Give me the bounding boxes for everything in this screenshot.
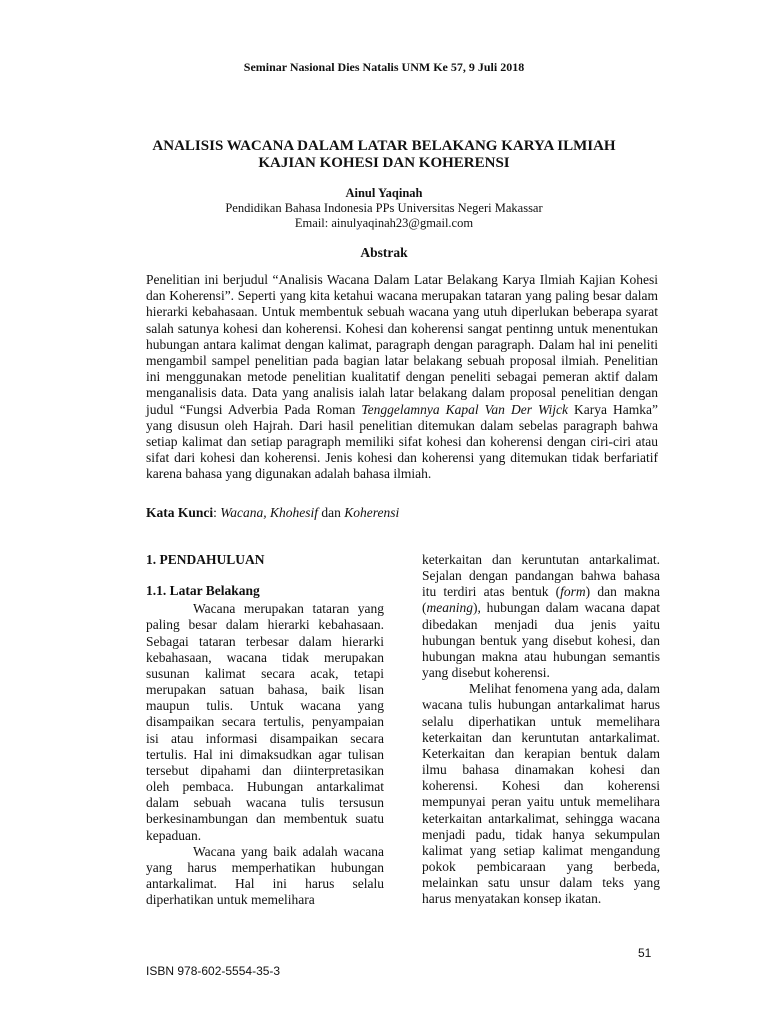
abstract-heading: Abstrak	[360, 245, 408, 260]
author-block	[0, 186, 768, 231]
keywords-and: dan	[318, 505, 345, 520]
abstract-text-2: Karya Hamka” yang disusun oleh Hajrah. Dari hasil penelitian ditemukan dalam sebelas paragraph bahwa setiap kalimat dan setiap paragraph memiliki sifat kohesi dan koherensi dengan ciri-ciri atau sifat dari kohesi dan koherensi. Jenis kohesi dan koherensi yang ditemukan tidak berfariatif karena bahasa yang digunakan adalah bahasa ilmiah.	[146, 401, 658, 482]
keyword-2: Koherensi	[344, 505, 400, 520]
paragraph-2: Wacana yang baik adalah wacana yang harus memperhatikan hubungan antarkalimat. Hal ini harus selalu diperhatikan untuk memelihara	[146, 843, 384, 908]
paragraph-3	[422, 552, 660, 681]
abstract-body	[146, 272, 658, 483]
right-column	[422, 552, 660, 907]
keywords-sep: :	[213, 505, 221, 520]
section-heading: 1. PENDAHULUAN	[146, 552, 265, 567]
left-column	[146, 552, 384, 908]
p3-text-a: keterkaitan dan keruntutan antarkalimat. Sejalan dengan pandangan bahwa bahasa itu terdiri atas bentuk (	[422, 552, 660, 600]
isbn: ISBN 978-602-5554-35-3	[146, 964, 281, 978]
paper-title	[100, 138, 668, 172]
p3-text-c: ), hubungan dalam wacana dapat dibedakan menjadi dua jenis yaitu hubungan bentuk yang disebut kohesi, dan hubungan makna atau hubungan semantis yang disebut koherensi.	[422, 600, 660, 681]
author-email: Email: ainulyaqinah23@gmail.com	[294, 216, 474, 230]
keywords-label: Kata Kunci	[146, 505, 214, 520]
author-affiliation: Pendidikan Bahasa Indonesia PPs Universitas Negeri Makassar	[225, 201, 543, 215]
page-number: 51	[638, 946, 652, 960]
subsection-heading: 1.1. Latar Belakang	[146, 583, 260, 599]
paragraph-1: Wacana merupakan tataran yang paling besar dalam hierarki kebahasaan. Sebagai tataran terbesar dalam hierarki kebahasaan, wacana tidak merupakan susunan kalimat secara acak, tetapi merupakan satuan bahasa, baik lisan maupun tulis. Untuk wacana yang disampaikan secara tertulis, penyampaian isi atau informasi disampaikan secara tertulis. Hal ini dimaksudkan agar tulisan tersebut dipahami dan diinterpretasikan oleh pembaca. Hubungan antarkalimat dalam sebuah wacana tulis tersusun berkesinambungan dan membentuk suatu kepaduan.	[146, 601, 384, 843]
abstract-text-1: Penelitian ini berjudul “Analisis Wacana Dalam Latar Belakang Karya Ilmiah Kajian Kohesi dan Koherensi”. Seperti yang kita ketahui wacana merupakan tataran yang paling besar dalam hierarki kebahasaan. Untuk membentuk sebuah wacana yang utuh diperlukan beberapa syarat salah satunya kohesi dan koherensi. Kohesi dan koherensi sangat pentinng untuk menentukan hubungan antara kalimat dengan kalimat, paragraph dengan paragraph. Dalam hal ini peneliti mengambil sampel penelitian pada bagian latar belakang sebuah proposal ilmiah. Penelitian ini menggunakan metode penelitian kualitatif dengan peneliti sebagai pemeran aktif dalam menganalisis data. Data yang analisis ialah latar belakang dalam proposal penelitian dengan judul “Fungsi Adverbia Pada Roman	[146, 272, 658, 417]
term-form: form	[560, 584, 586, 600]
term-meaning: meaning	[426, 600, 473, 616]
keywords	[146, 505, 658, 521]
title-line-2: KAJIAN KOHESI DAN KOHERENSI	[258, 155, 510, 171]
seminar-header: Seminar Nasional Dies Natalis UNM Ke 57, 9 Juli 2018	[243, 60, 525, 74]
keyword-1: Wacana, Khohesif	[220, 505, 319, 520]
author-name: Ainul Yaqinah	[345, 186, 423, 200]
abstract-novel-title: Tenggelamnya Kapal Van Der Wijck	[361, 401, 568, 417]
p3-text-b: ) dan makna (	[422, 584, 660, 616]
title-line-1: ANALISIS WACANA DALAM LATAR BELAKANG KARYA ILMIAH	[152, 138, 616, 154]
paragraph-4: Melihat fenomena yang ada, dalam wacana tulis hubungan antarkalimat harus selalu diperhatikan untuk memelihara keterkaitan dan keruntutan antarkalimat. Keterkaitan dan kerapian bentuk dalam ilmu bahasa dinamakan kohesi dan koherensi. Kohesi dan koherensi mempunyai peran yaitu untuk memelihara keterkaitan antarkalimat, sehingga wacana menjadi padu, tidak hanya sekumpulan kalimat yang setiap kalimat mengandung pokok pembicaraan yang berbeda, melainkan satu unsur dalam teks yang harus menyatakan konsep ikatan.	[422, 681, 660, 907]
